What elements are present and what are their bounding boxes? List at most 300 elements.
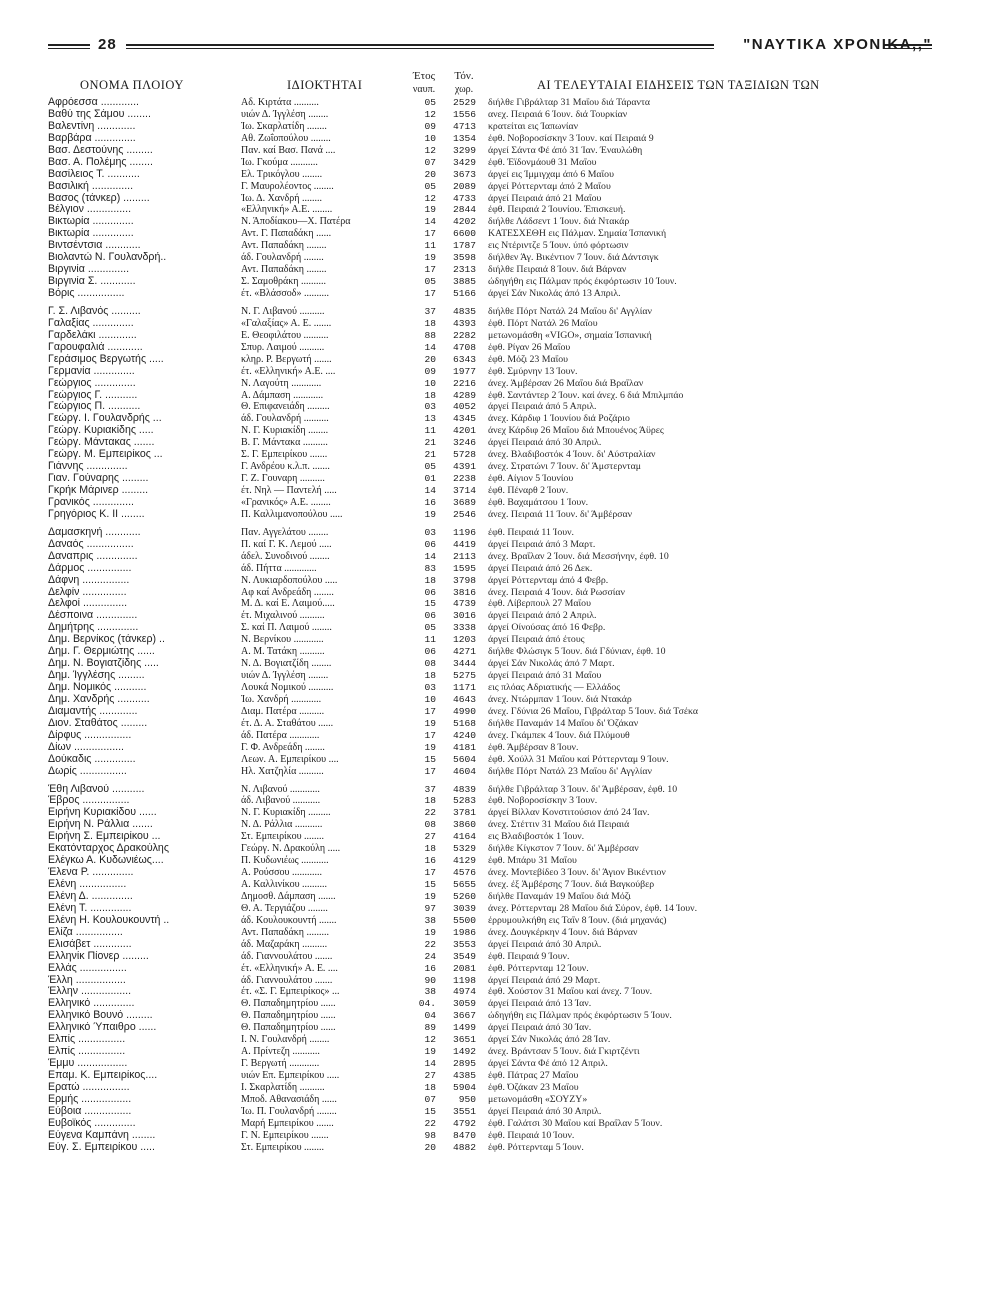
build-year: 89 — [424, 1022, 436, 1034]
latest-news: έφθ. Χούλλ 31 Μαΐου καί Ρόττερνταμ 9 Ίουν. — [488, 753, 669, 765]
ship-name: Γεώργιος Π. ........... — [48, 401, 141, 413]
build-year: 83 — [424, 562, 436, 574]
latest-news: άνεχ. Ντώρμπαν 1 Ίουν. διά Ντακάρ — [488, 693, 632, 705]
table-row — [0, 193, 1000, 205]
header-owners: ΙΔΙΟΚΤΗΤΑΙ — [287, 78, 363, 92]
latest-news: άργεί Σάν Νικολάς άπό 13 Απριλ. — [488, 288, 621, 299]
ship-name: Γαλαξίας .............. — [48, 317, 134, 329]
ship-table — [0, 97, 1000, 1154]
ship-name: Ελέγκω Α. Κυδωνιέως.... — [48, 855, 164, 867]
tonnage: 3798 — [452, 574, 476, 586]
ship-name: Γ. Σ. Λιβανός .......... — [48, 305, 141, 317]
tonnage: 4271 — [452, 646, 476, 658]
ship-name: Ειρήνη Ν. Ράλλια ....... — [48, 819, 153, 831]
ship-name: Επαμ. Κ. Εμπειρίκος.... — [48, 1070, 158, 1081]
build-year: 21 — [424, 449, 436, 461]
latest-news: έφθ. Ρόττερνταμ 5 Ίουν. — [488, 1141, 584, 1153]
owner: Ίω. Π. Γουλανδρή ........ — [241, 1105, 337, 1117]
latest-news: άνεχ. Κάρδιφ 1 Ίουνίου διά Ροζάριο — [488, 413, 630, 425]
table-row — [0, 330, 1000, 342]
tonnage: 4052 — [452, 401, 476, 413]
ship-name: Βιργινία Σ. ............ — [48, 276, 136, 288]
owner: άδ. Κουλουκουντή ....... — [241, 914, 337, 926]
tonnage: 3860 — [452, 819, 476, 831]
build-year: 18 — [424, 843, 436, 855]
build-year: 06 — [424, 586, 436, 598]
build-year: 10 — [424, 132, 436, 144]
ship-name: Ελένη Η. Κουλουκουντή .. — [48, 914, 170, 926]
header-rule-center-thin — [126, 48, 714, 49]
owner: Σ. Γ. Εμπειρίκου ....... — [241, 449, 328, 461]
build-year: 14 — [424, 341, 436, 353]
owner: Στ. Εμπειρίκου ........ — [241, 831, 325, 843]
build-year: 03 — [424, 682, 436, 693]
latest-news: έφθ. Πειραιά 10 Ίουν. — [488, 1129, 575, 1141]
tonnage: 4385 — [452, 1070, 476, 1081]
owner: Στ. Εμπειρίκου ........ — [241, 1141, 325, 1153]
tonnage: 2089 — [452, 180, 476, 192]
table-row — [0, 807, 1000, 819]
build-year: 19 — [424, 890, 436, 902]
build-year: 17 — [424, 288, 436, 299]
build-year: 11 — [424, 240, 436, 252]
ship-name: Έλλην ................. — [48, 986, 132, 998]
owner: Μαρή Εμπειρίκου ....... — [241, 1117, 334, 1129]
table-row — [0, 473, 1000, 485]
header-latest-news: ΑΙ ΤΕΛΕΥΤΑΙΑΙ ΕΙΔΗΣΕΙΣ ΤΩΝ ΤΑΞΙΔΙΩΝ ΤΩΝ — [537, 78, 820, 92]
table-row — [0, 425, 1000, 437]
tonnage: 3039 — [452, 902, 476, 914]
latest-news: έφθ. Σαντάντερ 2 Ίουν. καί άνεχ. 6 διά Μπιλμπάο — [488, 389, 684, 401]
latest-news: έφθ. Νοβοροσίσκην 3 Ίουν. — [488, 795, 598, 807]
build-year: 05 — [424, 180, 436, 192]
build-year: 18 — [424, 1081, 436, 1093]
column-headers — [0, 70, 1000, 98]
latest-news: έφθ. Ρόττερνταμ 12 Ίουν. — [488, 962, 589, 974]
build-year: 15 — [424, 753, 436, 765]
ship-name: Δαναός ................ — [48, 538, 134, 550]
table-row — [0, 831, 1000, 843]
latest-news: διήλθε Κίγκστον 7 Ίουν. δι' Άμβέρσαν — [488, 843, 639, 855]
table-row — [0, 927, 1000, 939]
owner: Ελ. Τρικόγλου ........ — [241, 168, 323, 180]
latest-news: έφθ. Όζάκαν 23 Μαΐου — [488, 1081, 579, 1093]
table-row — [0, 939, 1000, 951]
tonnage: 4974 — [452, 986, 476, 998]
ship-name: Δελφοί ............... — [48, 598, 128, 610]
ship-name: Βαθύ της Σάμου ........ — [48, 108, 151, 120]
latest-news: κρατείται εις Ίαπωνίαν — [488, 120, 579, 132]
build-year: 20 — [424, 168, 436, 180]
ship-name: Ελληνικό .............. — [48, 998, 135, 1010]
table-row — [0, 706, 1000, 718]
tonnage: 1198 — [452, 974, 476, 986]
tonnage: 1492 — [452, 1046, 476, 1058]
build-year: 17 — [424, 867, 436, 879]
owner: άδ. Γουλανδρή ........ — [241, 252, 324, 264]
ship-name: Δαναπρις .............. — [48, 550, 138, 562]
table-row — [0, 240, 1000, 252]
latest-news: άργεί Ρόττερνταμ άπό 4 Φεβρ. — [488, 574, 609, 586]
owner: Γ. Ν. Εμπειρίκου ....... — [241, 1129, 329, 1141]
build-year: 18 — [424, 670, 436, 682]
owner: Αντ. Παπαδάκη ........ — [241, 264, 327, 276]
ship-name: Βιολαντώ Ν. Γουλανδρή.. — [48, 252, 167, 264]
owner: άδ. Μαζαράκη .......... — [241, 938, 328, 950]
latest-news: μετωνομάσθη «VIGO», σημαία Ίσπανική — [488, 329, 652, 341]
table-row — [0, 646, 1000, 658]
tonnage: 4391 — [452, 461, 476, 473]
tonnage: 3246 — [452, 437, 476, 449]
ship-name: Δημ. Ν. Βογιατζίδης ..... — [48, 658, 159, 670]
table-row — [0, 169, 1000, 181]
owner: Ίω. Σκαρλατίδη ........ — [241, 120, 327, 132]
latest-news: έφθ. Μόζι 23 Μαΐου — [488, 353, 569, 365]
table-row — [0, 264, 1000, 276]
ship-name: Γεώργιος .............. — [48, 377, 136, 389]
build-year: 18 — [424, 795, 436, 807]
table-row — [0, 903, 1000, 915]
owner: έτ. Μιχαλινού .......... — [241, 610, 325, 622]
tonnage: 5168 — [452, 717, 476, 729]
latest-news: άργεί Πειραιά άπό 21 Μαΐου — [488, 192, 602, 204]
build-year: 16 — [424, 962, 436, 974]
build-year: 38 — [424, 986, 436, 998]
ship-name: Γαρδελάκι ............. — [48, 329, 137, 341]
tonnage: 3429 — [452, 156, 476, 168]
latest-news: άνεχ. Δουγκέρκην 4 Ίουν. διά Βάρναν — [488, 926, 638, 938]
tonnage: 5655 — [452, 879, 476, 890]
latest-news: έφθ. Έϊδονμάουθ 31 Μαΐου — [488, 156, 597, 168]
ship-name: Βιργινία .............. — [48, 264, 130, 276]
build-year: 19 — [424, 741, 436, 753]
tonnage: 1787 — [452, 240, 476, 252]
ship-name: Ελένη Δ. .............. — [48, 890, 133, 902]
tonnage: 1354 — [452, 132, 476, 144]
owner: Ν. Γ. Λιβανού .......... — [241, 305, 325, 317]
build-year: 19 — [424, 204, 436, 216]
ship-name: Δάρμος ............... — [48, 562, 132, 574]
build-year: 06 — [424, 538, 436, 550]
ship-name: Γεώργ. Ι. Γουλανδρής ... — [48, 413, 162, 425]
ship-name: Βασ. Α. Πολέμης ........ — [48, 156, 153, 168]
tonnage: 3651 — [452, 1034, 476, 1046]
tonnage: 3714 — [452, 485, 476, 496]
tonnage: 5166 — [452, 288, 476, 299]
table-row — [0, 730, 1000, 742]
latest-news: άργεί Πειραιά άπό 13 Ίαν. — [488, 998, 592, 1010]
build-year: 37 — [424, 783, 436, 795]
build-year: 05 — [424, 461, 436, 473]
build-year: 20 — [424, 353, 436, 365]
latest-news: έρρυμουλκήθη εις Ταΐν 8 Ίουν. (διά μηχανάς) — [488, 914, 667, 926]
table-row — [0, 670, 1000, 682]
page-number: 28 — [98, 36, 117, 53]
owner: Μ. Δ. καί Ε. Λαιμού..... — [241, 598, 335, 610]
owner: Αντ. Γ. Παπαδάκη ...... — [241, 228, 332, 240]
ship-name: Έμμυ ................. — [48, 1058, 128, 1070]
ship-name: Ελπίς ................ — [48, 1046, 126, 1058]
build-year: 14 — [424, 485, 436, 496]
table-row — [0, 539, 1000, 551]
owner: Θ. Παπαδημητρίου ...... — [241, 1022, 336, 1034]
latest-news: άνεχ. Βλαδιβοστόκ 4 Ίουν. δι' Αύστραλίαν — [488, 449, 656, 461]
ship-name: Έλλη ................. — [48, 974, 126, 986]
tonnage: 5500 — [452, 914, 476, 926]
header-rule-center — [126, 44, 714, 46]
ship-name: Εύγ. Σ. Εμπειρίκου ..... — [48, 1141, 155, 1153]
owner: Ι. Σκαρλατίδη .......... — [241, 1081, 325, 1093]
tonnage: 5329 — [452, 843, 476, 855]
build-year: 24 — [424, 950, 436, 962]
table-row — [0, 843, 1000, 855]
latest-news: άργεί εις Ίμμιγχαμ άπό 6 Μαΐου — [488, 168, 614, 180]
ship-name: Εύβοια ................ — [48, 1105, 132, 1117]
ship-name: Γεώργ. Κυριακίδης ..... — [48, 425, 154, 437]
latest-news: εις Βλαδιβοστόκ 1 Ίουν. — [488, 831, 585, 843]
ship-name: Ελισάβετ ............. — [48, 938, 132, 950]
owner: Β. Γ. Μάντακα .......... — [241, 437, 328, 449]
owner: Αφ καί Ανδρεάδη ........ — [241, 586, 334, 598]
build-year: 88 — [424, 329, 436, 341]
build-year: 09 — [424, 365, 436, 377]
build-year: 12 — [424, 1034, 436, 1046]
owner: Μποδ. Αθανασιάδη ...... — [241, 1093, 337, 1105]
latest-news: διήλθε Πειραιά 8 Ίουν. διά Βάρναν — [488, 264, 627, 276]
ship-name: Ειρήνη Σ. Εμπειρίκου ... — [48, 831, 161, 843]
table-row — [0, 1106, 1000, 1118]
owner: υιών Επ. Εμπειρίκου ..... — [241, 1070, 340, 1081]
latest-news: διήλθε Παναμάν 14 Μαΐου δι' Όζάκαν — [488, 717, 639, 729]
latest-news: έφθ. Πέναρθ 2 Ίουν. — [488, 485, 569, 496]
table-row — [0, 915, 1000, 927]
build-year: 07 — [424, 1093, 436, 1105]
ship-name: Βικτωρία .............. — [48, 228, 134, 240]
owner: «Γρανικός» Α.Ε. ........ — [241, 496, 331, 508]
build-year: 19 — [424, 926, 436, 938]
table-row — [0, 527, 1000, 539]
owner: Γ. Ζ. Γουναρη .......... — [241, 473, 325, 485]
table-row — [0, 1046, 1000, 1058]
table-row — [0, 1082, 1000, 1094]
owner: Σπυρ. Λαιμού .......... — [241, 341, 325, 353]
ship-name: Έβρος ................ — [48, 795, 130, 807]
owner: Γ. Βεργωτή ............ — [241, 1058, 320, 1070]
build-year: 15 — [424, 1105, 436, 1117]
build-year: 01 — [424, 473, 436, 485]
ship-name: Γεράσιμος Βεργωτής ..... — [48, 353, 164, 365]
table-row — [0, 694, 1000, 706]
table-row — [0, 795, 1000, 807]
latest-news: έφθ. Πειραιά 11 Ίουν. — [488, 526, 574, 538]
build-year: 05 — [424, 622, 436, 634]
build-year: 16 — [424, 496, 436, 508]
latest-news: έφθ. Νοβοροσίσκην 3 Ίουν. καί Πειραιά 9 — [488, 132, 654, 144]
table-row — [0, 879, 1000, 891]
latest-news: άργεί Πειραιά άπό 31 Μαΐου — [488, 670, 602, 682]
table-row — [0, 610, 1000, 622]
owner: Θ. Παπαδημητρίου ...... — [241, 1010, 336, 1022]
table-row — [0, 252, 1000, 264]
owner: Δημοσθ. Δάμπαση ....... — [241, 890, 336, 902]
owner: Α. Καλλινίκου .......... — [241, 879, 328, 890]
latest-news: άργεί Πειραιά άπό 5 Απριλ. — [488, 401, 597, 413]
latest-news: άργεί Πειραιά άπό 29 Μαρτ. — [488, 974, 601, 986]
table-row — [0, 1118, 1000, 1130]
ship-name: Βαρβάρα .............. — [48, 132, 136, 144]
ship-name: Γιαν. Γούναρης ......... — [48, 473, 149, 485]
table-row — [0, 318, 1000, 330]
latest-news: διήλθε Πόρτ Νατάλ 24 Μαΐου δι' Αγγλίαν — [488, 305, 652, 317]
owner: Π. Καλλιμανοπούλου ..... — [241, 508, 343, 520]
owner: Γεώργ. Ν. Δρακούλη ..... — [241, 843, 341, 855]
tonnage: 1986 — [452, 926, 476, 938]
build-year: 17 — [424, 729, 436, 741]
latest-news: άργεί Πειραιά άπό 30 Απριλ. — [488, 437, 602, 449]
build-year: 22 — [424, 807, 436, 819]
table-row — [0, 1010, 1000, 1022]
tonnage: 4835 — [452, 305, 476, 317]
tonnage: 8470 — [452, 1129, 476, 1141]
tonnage: 3551 — [452, 1105, 476, 1117]
build-year: 20 — [424, 1141, 436, 1153]
ship-name: Βόρις ................ — [48, 288, 125, 299]
table-row — [0, 204, 1000, 216]
latest-news: μετωνομάσθη «ΣΟΥΖΥ» — [488, 1093, 588, 1105]
build-year: 12 — [424, 108, 436, 120]
table-row — [0, 354, 1000, 366]
build-year: 18 — [424, 317, 436, 329]
latest-news: άνεχ. Βράντσαν 5 Ίουν. διά Γκιρτζέντι — [488, 1046, 640, 1058]
tonnage: 2895 — [452, 1058, 476, 1070]
table-row — [0, 181, 1000, 193]
latest-news: έφθ. Άμβέρσαν 8 Ίουν. — [488, 741, 579, 753]
tonnage: 5283 — [452, 795, 476, 807]
owner: έτ. «Ελληνική» Α.Ε. .... — [241, 365, 336, 377]
build-year: 06 — [424, 610, 436, 622]
owner: άδ. Λιβανού ........... — [241, 795, 321, 807]
ship-name: Ελίζα ................ — [48, 926, 123, 938]
owner: Γ. Ανδρέου κ.λ.π. ....... — [241, 461, 330, 473]
ship-name: Ερμής ................. — [48, 1093, 132, 1105]
tonnage: 3016 — [452, 610, 476, 622]
ship-name: Δίρφυς ................ — [48, 729, 132, 741]
tonnage: 2844 — [452, 204, 476, 216]
latest-news: άργεί Σάν Νικολάς άπό 7 Μαρτ. — [488, 658, 615, 670]
owner: Λεων. Α. Εμπειρίκου .... — [241, 753, 339, 765]
owner: άδ. Πήττα ............. — [241, 562, 317, 574]
table-row — [0, 306, 1000, 318]
tonnage: 5728 — [452, 449, 476, 461]
owner: υιών Δ. Ίγγλέση ........ — [241, 670, 329, 682]
tonnage: 3299 — [452, 144, 476, 156]
table-row — [0, 276, 1000, 288]
build-year: 12 — [424, 144, 436, 156]
tonnage: 1977 — [452, 365, 476, 377]
tonnage: 950 — [458, 1093, 476, 1105]
table-row — [0, 497, 1000, 509]
ship-name: Γκρήκ Μάρινερ ......... — [48, 485, 149, 496]
owner: Α. Δάμπαση ............ — [241, 389, 324, 401]
table-row — [0, 975, 1000, 987]
owner: έτ. «Ελληνική» Α. Ε. .... — [241, 962, 338, 974]
tonnage: 2546 — [452, 508, 476, 520]
build-year: 10 — [424, 377, 436, 389]
latest-news: έφθ. Γαλάτσι 30 Μαΐου καί Βραΐλαν 5 Ίουν. — [488, 1117, 663, 1129]
table-row — [0, 228, 1000, 240]
owner: Ίω. Χανδρή ............ — [241, 693, 322, 705]
owner: Ν. Δ. Ράλλια ........... — [241, 819, 323, 831]
header-tons: Τόν. — [454, 70, 474, 82]
table-row — [0, 401, 1000, 413]
build-year: 18 — [424, 389, 436, 401]
tonnage: 4201 — [452, 425, 476, 437]
tonnage: 4733 — [452, 192, 476, 204]
owner: Ν. Λυκιαρδοπούλου ..... — [241, 574, 338, 586]
table-row — [0, 963, 1000, 975]
ship-name: Γεώργιος Γ. ........... — [48, 389, 138, 401]
build-year: 08 — [424, 819, 436, 831]
latest-news: έφθ. Πειραιά 2 Ίουνίου. Έπισκευή. — [488, 204, 626, 216]
build-year: 10 — [424, 693, 436, 705]
owner: Ι. Ν. Γουλανδρή ........ — [241, 1034, 330, 1046]
table-row — [0, 598, 1000, 610]
table-row — [0, 986, 1000, 998]
table-row — [0, 121, 1000, 133]
table-row — [0, 784, 1000, 796]
latest-news: ώδηγήθη εις Πάλμαν πρός έκφόρτωσιν 5 Ίουν. — [488, 1010, 672, 1022]
header-rule-left — [48, 44, 90, 46]
tonnage: 2216 — [452, 377, 476, 389]
owner: υιών Δ. Ίγγλέση ........ — [241, 108, 329, 120]
latest-news: εις Ντέριντζε 5 Ίουν. ύπό φόρτωσιν — [488, 240, 629, 252]
tonnage: 4419 — [452, 538, 476, 550]
tonnage: 3553 — [452, 938, 476, 950]
tonnage: 4164 — [452, 831, 476, 843]
latest-news: διήλθε Λάδσεντ 1 Ίουν. διά Ντακάρ — [488, 216, 630, 228]
table-row — [0, 413, 1000, 425]
table-row — [0, 1058, 1000, 1070]
build-year: 22 — [424, 938, 436, 950]
table-row — [0, 437, 1000, 449]
tonnage: 3673 — [452, 168, 476, 180]
tonnage: 4202 — [452, 216, 476, 228]
table-row — [0, 742, 1000, 754]
ship-name: Βιντσέντσια ............ — [48, 240, 141, 252]
latest-news: άργεί Οίνούσας άπό 16 Φεβρ. — [488, 622, 606, 634]
latest-news: έφθ. Χούστον 31 Μαΐου καί άνεχ. 7 Ίουν. — [488, 986, 653, 998]
build-year: 05 — [424, 276, 436, 288]
build-year: 17 — [424, 765, 436, 777]
tonnage: 4739 — [452, 598, 476, 610]
header-ship-name: ΟΝΟΜΑ ΠΛΟΙΟΥ — [80, 78, 184, 92]
ship-name: Δημ. Γ. Θερμιώτης ...... — [48, 646, 155, 658]
tonnage: 3549 — [452, 950, 476, 962]
owner: Π. καί Γ. Κ. Λεμού ..... — [241, 538, 332, 550]
build-year: 27 — [424, 831, 436, 843]
latest-news: άνεχ. Γδύνια 26 Μαΐου, Γιβράλταρ 5 Ίουν. διά Τσέκα — [488, 705, 698, 717]
build-year: 90 — [424, 974, 436, 986]
owner: άδ. Γιαννουλάτου ....... — [241, 950, 333, 962]
latest-news: διήλθεν Άγ. Βικέντιον 7 Ίουν. διά Δάντσιγκ — [488, 252, 659, 264]
build-year: 18 — [424, 574, 436, 586]
tonnage: 4345 — [452, 413, 476, 425]
owner: Ν. Λιβανού ............ — [241, 783, 320, 795]
ship-name: Βασιλική .............. — [48, 180, 134, 192]
table-row — [0, 1070, 1000, 1082]
latest-news: έφθ. Σμύρνην 13 Ίουν. — [488, 365, 578, 377]
table-row — [0, 133, 1000, 145]
